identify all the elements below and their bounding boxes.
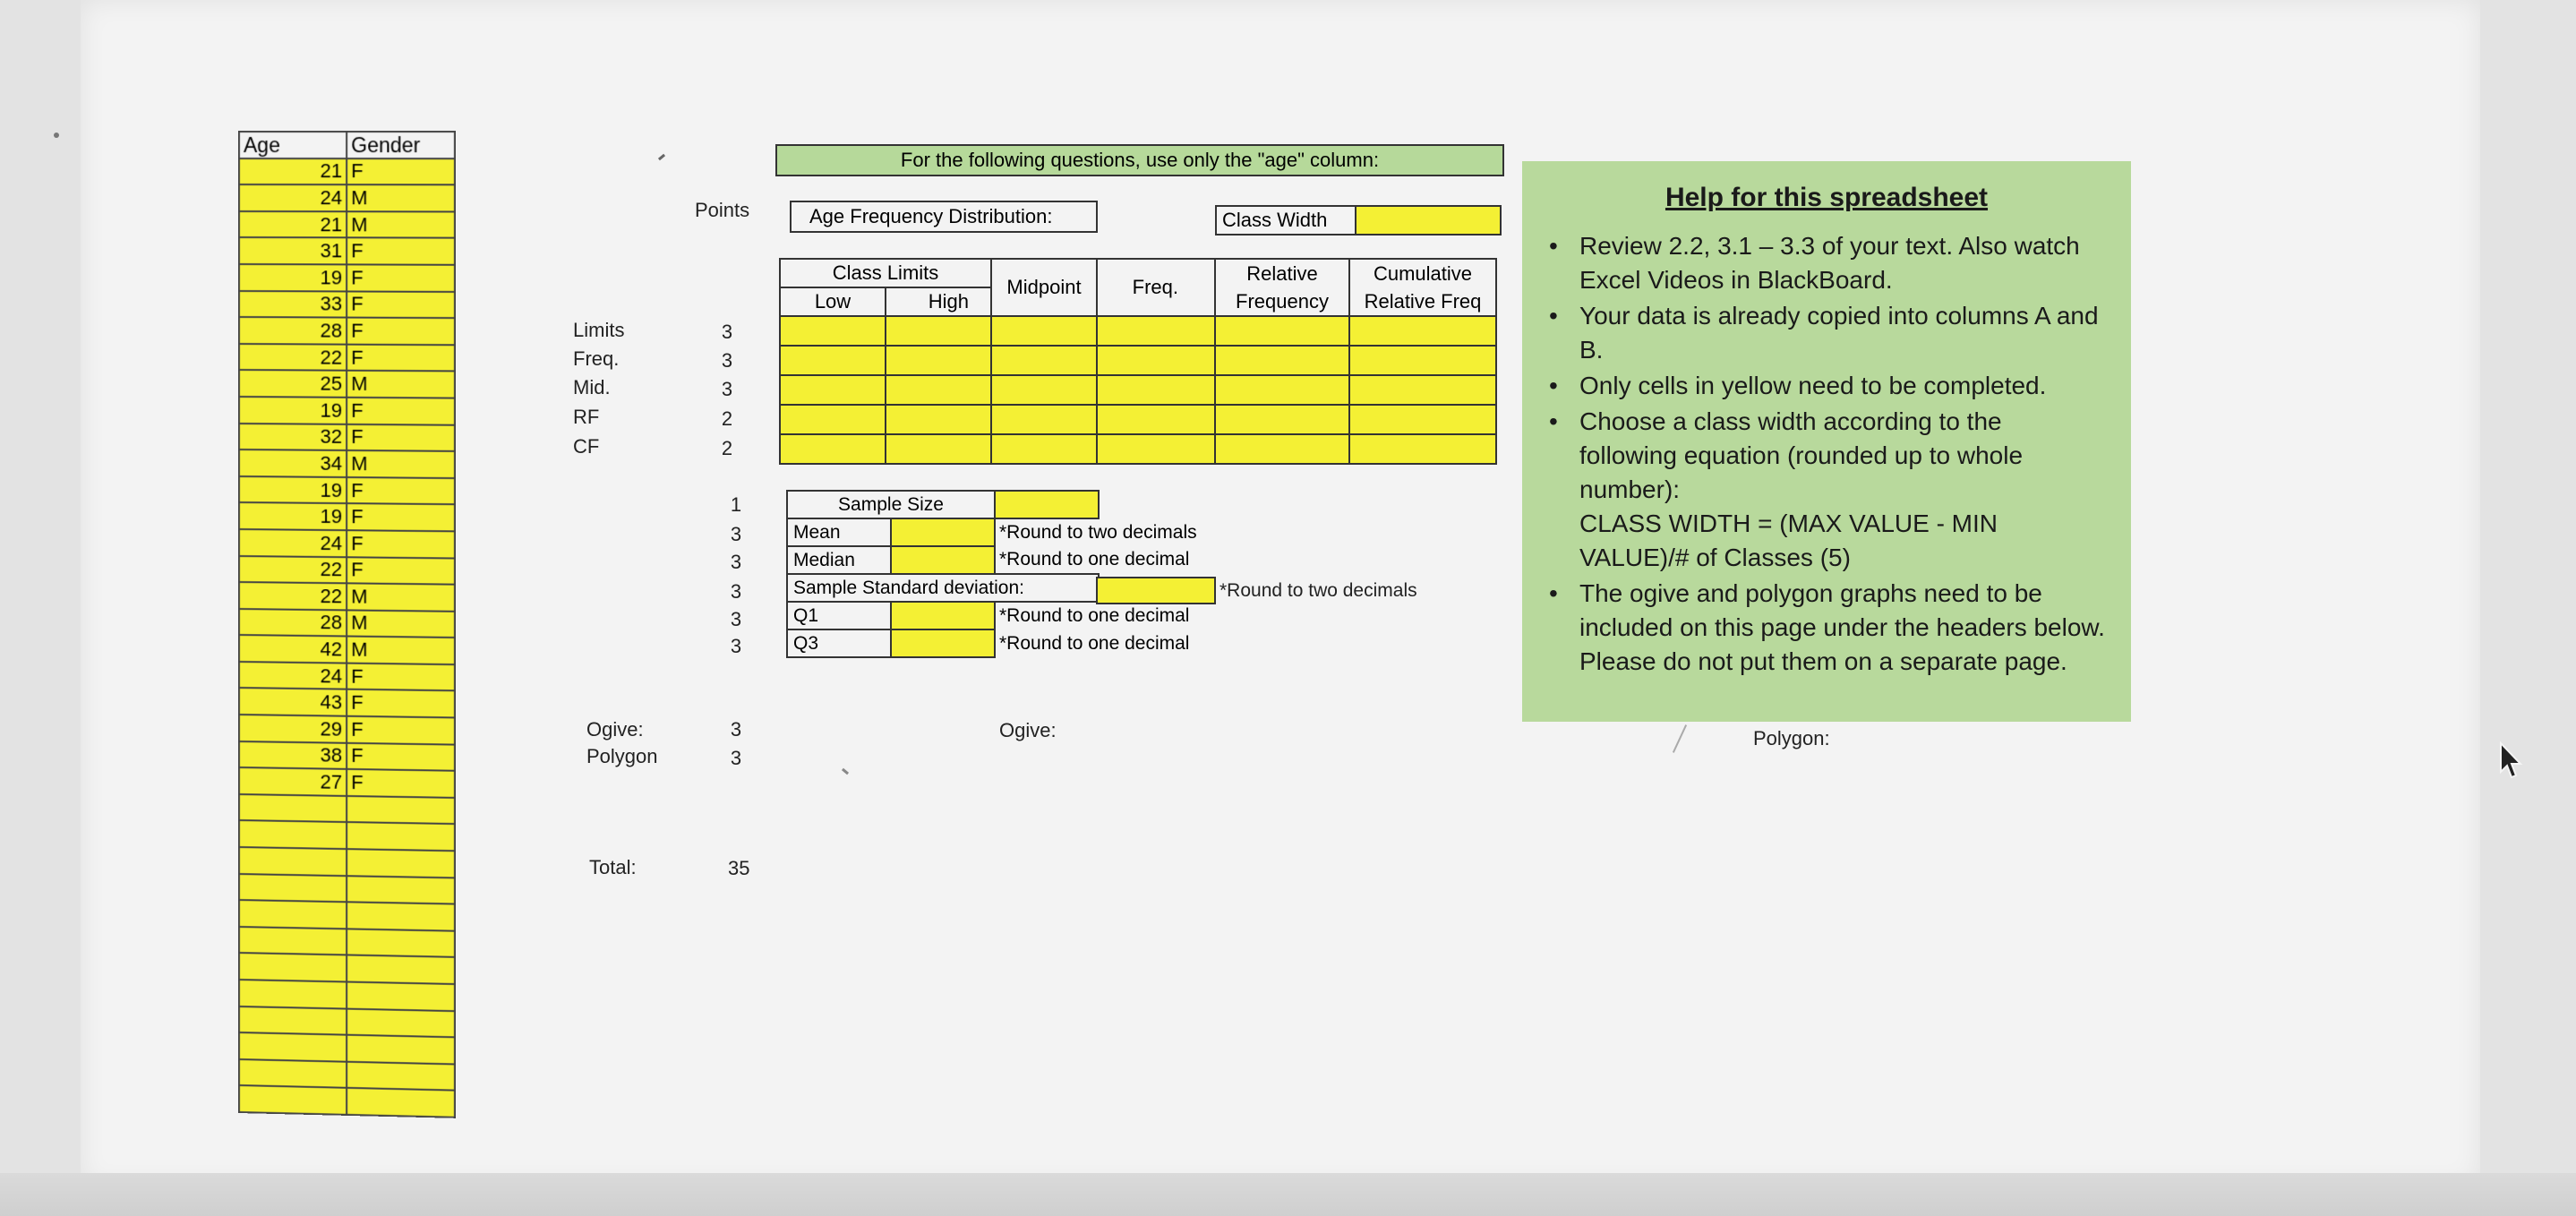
help-item: • Choose a class width according to the following equation (rounded up to whole number): [1549,407,2024,503]
table-row [239,582,455,611]
gender-cell[interactable]: M [347,184,455,211]
midpoint-input[interactable] [991,434,1097,464]
age-cell[interactable]: 42 [239,635,347,663]
freq-input[interactable] [1097,434,1215,464]
age-cell[interactable]: 22 [239,344,347,371]
statistics-table [786,490,1202,658]
age-cell[interactable]: 28 [239,609,347,637]
table-row [239,158,455,185]
empty-cell[interactable] [347,982,455,1011]
empty-cell[interactable] [347,1035,455,1064]
gender-column-header[interactable]: Gender [347,132,455,158]
ogive-points: 3 [730,718,742,741]
empty-cell[interactable] [347,796,455,825]
cum-freq-input[interactable] [1349,434,1496,464]
stats-points-value: 3 [730,580,742,603]
gender-cell[interactable]: M [347,450,455,478]
std-dev-input[interactable] [1096,577,1216,604]
freq-input[interactable] [1097,405,1215,434]
freq-row [780,346,1496,375]
frequency-header: Frequency [1215,287,1349,316]
points-row-label: CF [573,435,600,458]
high-input[interactable] [886,405,991,434]
age-cell[interactable]: 24 [239,529,347,557]
median-input[interactable] [891,546,995,574]
points-row-value: 2 [721,407,733,430]
empty-cell[interactable] [239,1032,347,1061]
empty-cell[interactable] [239,1085,347,1114]
rel-freq-input[interactable] [1215,346,1349,375]
std-note: *Round to two decimals [1220,580,1417,601]
age-cell[interactable]: 34 [239,450,347,477]
gender-cell[interactable]: M [347,637,455,664]
table-row [239,397,455,424]
age-cell[interactable]: 29 [239,715,347,742]
stats-points-value: 3 [730,551,742,573]
empty-cell[interactable] [347,849,455,878]
high-input[interactable] [886,316,991,346]
empty-cell[interactable] [239,953,347,981]
freq-row [780,434,1496,464]
gender-cell[interactable]: F [347,318,455,345]
empty-cell[interactable] [347,955,455,984]
gender-cell[interactable]: F [347,503,455,531]
empty-cell[interactable] [347,1088,455,1118]
freq-input[interactable] [1097,316,1215,346]
points-row-value: 2 [721,437,733,459]
points-row-value: 3 [721,321,733,343]
table-row [239,1085,455,1117]
screen-bezel [0,1173,2576,1216]
help-item: • The ogive and polygon graphs need to be included on this page under the headers below. Please do not put them on a separate page. [1549,579,2105,675]
table-row [239,529,455,558]
mean-label: Mean [787,518,891,546]
margin-mark [54,133,59,138]
high-input[interactable] [886,434,991,464]
table-row [239,424,455,451]
relative-header: Relative [1215,259,1349,287]
table-row [239,635,455,664]
gender-cell[interactable]: F [347,344,455,371]
gender-cell[interactable]: F [347,238,455,265]
empty-cell[interactable] [347,902,455,930]
gender-cell[interactable]: F [347,158,455,185]
freq-input[interactable] [1097,375,1215,405]
gender-cell[interactable]: F [347,264,455,291]
midpoint-header: Midpoint [991,259,1097,316]
table-row [239,688,455,717]
freq-header: Freq. [1097,259,1215,316]
table-row [239,794,455,825]
low-input[interactable] [780,375,886,405]
low-input[interactable] [780,316,886,346]
table-row [239,556,455,585]
empty-cell[interactable] [239,847,347,876]
age-cell[interactable]: 19 [239,264,347,291]
table-row [239,317,455,345]
q3-input[interactable] [891,629,995,657]
empty-cell[interactable] [347,929,455,957]
total-label: Total: [589,856,637,878]
empty-cell[interactable] [347,1008,455,1037]
q1-note: *Round to one decimal [999,605,1190,626]
table-row [239,476,455,505]
cum-freq-input[interactable] [1349,375,1496,405]
midpoint-input[interactable] [991,375,1097,405]
freq-row [780,375,1496,405]
age-cell[interactable]: 21 [239,158,347,185]
midpoint-input[interactable] [991,346,1097,375]
gender-cell[interactable]: F [347,477,455,505]
table-row [239,344,455,372]
high-input[interactable] [886,375,991,405]
high-input[interactable] [886,346,991,375]
points-header: Points [695,199,750,221]
age-cell[interactable]: 27 [239,767,347,796]
table-row [239,264,455,292]
freq-input[interactable] [1097,346,1215,375]
freq-dist-label: Age Frequency Distribution: [790,201,1098,233]
polygon-row-label: Polygon [586,745,658,767]
table-row [239,211,455,238]
instructions-banner: For the following questions, use only the "age" column: [775,144,1504,176]
help-item: • Your data is already copied into columns A and B. [1549,302,2099,364]
low-header: Low [780,287,886,316]
points-row-label: Mid. [573,376,611,398]
std-label: Sample Standard deviation: [787,574,1099,602]
points-row-label: Limits [573,319,625,341]
column-header-row [239,132,455,158]
table-row [239,767,455,797]
cum-freq-input[interactable] [1349,405,1496,434]
stats-points-value: 1 [730,493,742,516]
age-cell[interactable]: 24 [239,662,347,689]
age-cell[interactable]: 43 [239,688,347,715]
empty-cell[interactable] [239,794,347,823]
points-row-value: 3 [721,378,733,400]
mean-note: *Round to two decimals [999,522,1197,543]
stats-points-value: 3 [730,635,742,657]
empty-cell[interactable] [239,874,347,903]
age-cell[interactable]: 38 [239,741,347,769]
gender-cell[interactable]: M [347,610,455,638]
table-row [239,291,455,319]
table-row [239,741,455,771]
points-row-value: 3 [721,349,733,372]
gender-cell[interactable]: M [347,211,455,238]
table-row [239,237,455,264]
gender-cell[interactable]: F [347,716,455,744]
age-cell[interactable]: 22 [239,582,347,610]
freq-row [780,405,1496,434]
age-cell[interactable]: 31 [239,237,347,264]
rel-freq-input[interactable] [1215,405,1349,434]
age-column-header[interactable]: Age [239,132,347,158]
low-input[interactable] [780,405,886,434]
empty-cell[interactable] [239,1059,347,1088]
age-cell[interactable]: 22 [239,556,347,584]
empty-cell[interactable] [239,927,347,955]
low-input[interactable] [780,346,886,375]
help-item: • Review 2.2, 3.1 – 3.3 of your text. Also watch Excel Videos in BlackBoard. [1549,232,2080,294]
table-row [239,184,455,211]
gender-cell[interactable]: F [347,398,455,425]
table-row [239,715,455,744]
points-row-label: RF [573,406,600,428]
points-row-label: Freq. [573,347,620,370]
empty-cell[interactable] [347,822,455,851]
empty-cell[interactable] [239,900,347,929]
help-panel [1522,161,2131,722]
q1-input[interactable] [891,602,995,629]
gender-cell[interactable]: M [347,583,455,611]
median-label: Median [787,546,891,574]
age-cell[interactable]: 19 [239,397,347,424]
age-gender-columns [238,131,456,1118]
empty-cell[interactable] [239,980,347,1008]
sample-size-input[interactable] [995,491,1099,518]
help-item: • Only cells in yellow need to be completed. [1549,372,2047,399]
polygon-points: 3 [730,747,742,769]
sample-size-label: Sample Size [787,491,995,518]
class-width-label: Class Width [1215,205,1356,235]
median-note: *Round to one decimal [999,549,1190,569]
rel-freq-input[interactable] [1215,316,1349,346]
age-cell[interactable]: 32 [239,424,347,451]
freq-row [780,316,1496,346]
table-row [239,820,455,851]
age-cell[interactable]: 19 [239,476,347,504]
mouse-cursor-icon [2498,741,2523,781]
table-row [239,874,455,904]
gender-cell[interactable]: F [347,557,455,585]
table-row [239,927,455,957]
class-limits-header: Class Limits [780,259,991,287]
low-input[interactable] [780,434,886,464]
stats-points-value: 3 [730,523,742,545]
mean-input[interactable] [891,518,995,546]
empty-cell[interactable] [239,820,347,849]
age-cell[interactable]: 21 [239,211,347,238]
empty-cell[interactable] [347,1062,455,1091]
stats-points-value: 3 [730,608,742,630]
table-row [239,370,455,398]
gender-cell[interactable]: M [347,371,455,398]
table-row [239,450,455,478]
gender-cell[interactable]: F [347,769,455,798]
table-row [239,502,455,531]
q3-note: *Round to one decimal [999,632,1190,654]
age-cell[interactable]: 25 [239,370,347,397]
ogive-row-label: Ogive: [586,718,644,741]
age-cell[interactable]: 19 [239,502,347,530]
q1-label: Q1 [787,602,891,629]
rel-freq-input[interactable] [1215,434,1349,464]
gender-cell[interactable]: F [347,663,455,690]
gender-cell[interactable]: F [347,689,455,717]
gender-cell[interactable]: F [347,424,455,451]
empty-cell[interactable] [347,876,455,904]
midpoint-input[interactable] [991,316,1097,346]
rel-freq-input[interactable] [1215,375,1349,405]
gender-cell[interactable]: F [347,530,455,558]
age-cell[interactable]: 24 [239,184,347,211]
table-row [239,662,455,691]
total-value: 35 [728,857,750,879]
empty-cell[interactable] [239,1006,347,1035]
help-formula: CLASS WIDTH = (MAX VALUE - MIN VALUE)/# of Classes (5) [1579,510,1998,571]
age-cell[interactable]: 28 [239,317,347,344]
frequency-table [779,258,1497,465]
q3-label: Q3 [787,629,891,657]
polygon-graph-header: Polygon: [1753,727,1830,749]
help-title: Help for this spreadsheet [1665,183,1989,212]
help-list [1547,229,2106,679]
cumulative-header: Cumulative [1349,259,1496,287]
age-cell[interactable]: 33 [239,291,347,318]
high-header: High [886,287,991,316]
table-row [239,900,455,930]
gender-cell[interactable]: F [347,742,455,771]
relative-freq-header: Relative Freq [1349,287,1496,316]
class-width-input[interactable] [1355,205,1502,235]
gender-cell[interactable]: F [347,291,455,318]
midpoint-input[interactable] [991,405,1097,434]
table-row [239,847,455,878]
table-row [239,609,455,638]
cum-freq-input[interactable] [1349,316,1496,346]
ogive-graph-header: Ogive: [999,719,1057,741]
cum-freq-input[interactable] [1349,346,1496,375]
